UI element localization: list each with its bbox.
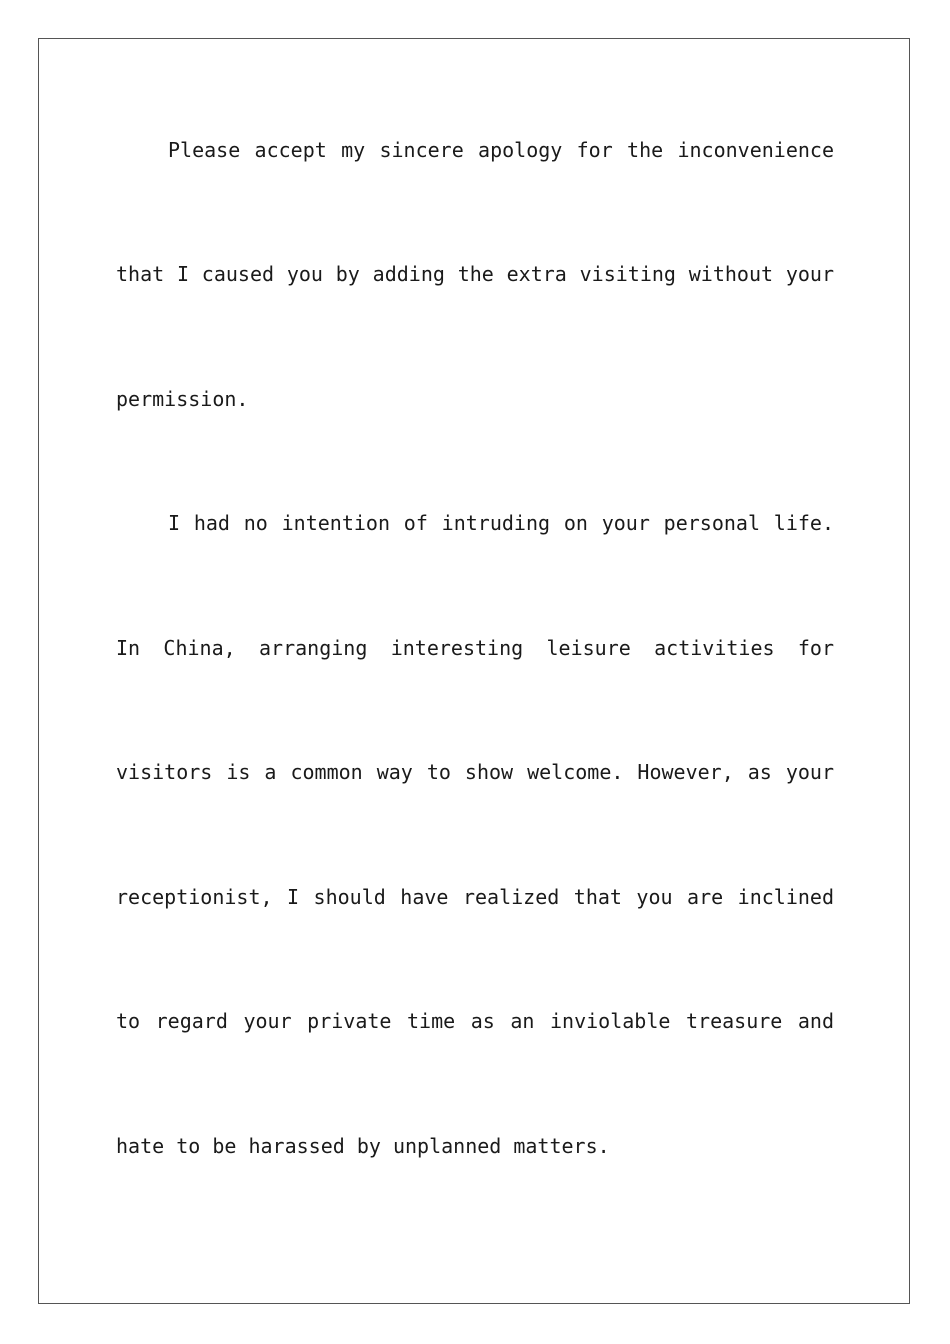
text-line-6: visitors is a common way to show welcome. However, as your bbox=[116, 760, 834, 784]
text-line-7: receptionist, I should have realized that you are inclined bbox=[116, 885, 834, 909]
text-line-4: I had no intention of intruding on your personal life. bbox=[168, 511, 834, 535]
text-line-5: In China, arranging interesting leisure activities for bbox=[116, 636, 834, 660]
text-line-1: Please accept my sincere apology for the inconvenience bbox=[168, 138, 834, 162]
text-line-2: that I caused you by adding the extra visiting without your bbox=[116, 262, 834, 286]
text-line-8: to regard your private time as an inviolable treasure and bbox=[116, 1009, 834, 1033]
text-line-3: permission. bbox=[116, 387, 249, 411]
page-border bbox=[38, 38, 910, 1304]
text-line-9: hate to be harassed by unplanned matters. bbox=[116, 1134, 610, 1158]
